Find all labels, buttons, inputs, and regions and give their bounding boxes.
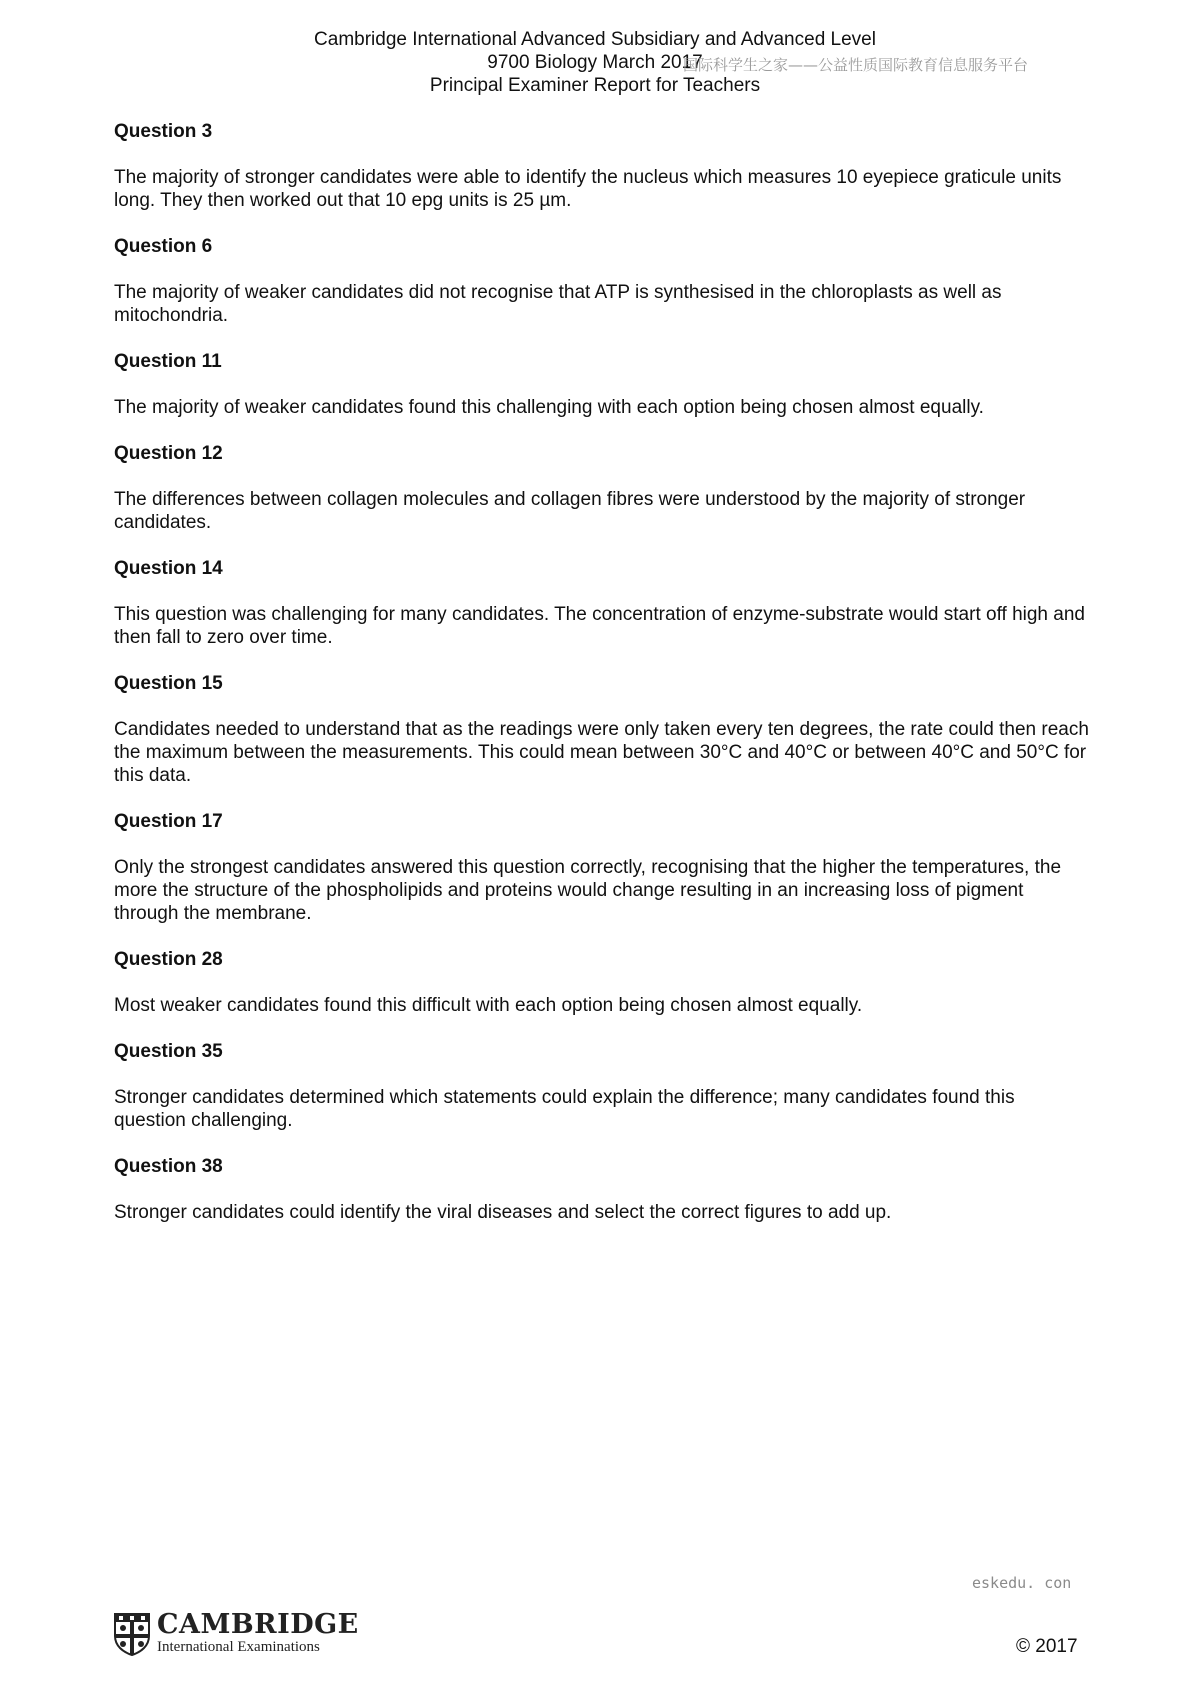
question-3: [114, 120, 1089, 212]
question-title: Question 35: [114, 1041, 223, 1062]
site-watermark: eskedu. con: [972, 1574, 1072, 1592]
header-line-2: 9700 Biology March 2017: [487, 52, 703, 73]
question-title: Question 15: [114, 673, 223, 694]
question-text: The majority of weaker candidates found this challenging with each option being chosen almost equally.: [114, 397, 984, 418]
header-line-3: Principal Examiner Report for Teachers: [429, 75, 761, 96]
question-12: [114, 442, 1089, 534]
question-title: Question 6: [114, 236, 213, 257]
question-text: The majority of stronger candidates were able to identify the nucleus which measures 10 eyepiece graticule units long. They then worked out that 10 epg units is 25 µm.: [114, 167, 1062, 211]
question-title: Question 3: [114, 121, 213, 142]
cambridge-logo: [113, 1611, 359, 1656]
question-title: Question 38: [114, 1156, 223, 1177]
question-text: Most weaker candidates found this difficult with each option being chosen almost equally.: [114, 995, 863, 1016]
question-text: Stronger candidates determined which statements could explain the difference; many candidates found this question challenging.: [114, 1087, 1015, 1131]
logo-subtitle: International Examinations: [157, 1639, 320, 1655]
question-title: Question 17: [114, 811, 223, 832]
copyright: © 2017: [1016, 1636, 1078, 1657]
question-text: Candidates needed to understand that as the readings were only taken every ten degrees, the rate could then reach the maximum between the measurements. This could mean between 30°C and 40°C or between 40°C and 50°C for this data.: [114, 719, 1089, 786]
question-text: The differences between collagen molecules and collagen fibres were understood by the majority of stronger candidates.: [114, 489, 1026, 533]
report-content: [114, 120, 1089, 1247]
question-15: [114, 672, 1089, 787]
shield-crest-icon: [113, 1612, 151, 1656]
question-title: Question 11: [114, 351, 222, 372]
question-title: Question 28: [114, 949, 223, 970]
question-title: Question 12: [114, 443, 223, 464]
header-line-1: Cambridge International Advanced Subsidiary and Advanced Level: [314, 29, 876, 50]
question-35: [114, 1040, 1089, 1132]
question-17: [114, 810, 1089, 925]
question-14: [114, 557, 1089, 649]
question-text: The majority of weaker candidates did not recognise that ATP is synthesised in the chloroplasts as well as mitochondria.: [114, 282, 1002, 326]
logo-name: CAMBRIDGE: [157, 1609, 359, 1640]
question-6: [114, 235, 1089, 327]
question-38: [114, 1155, 1089, 1224]
question-28: [114, 948, 1089, 1017]
question-text: This question was challenging for many candidates. The concentration of enzyme-substrate would start off high and then fall to zero over time.: [114, 604, 1085, 648]
question-11: [114, 350, 1089, 419]
question-text: Only the strongest candidates answered this question correctly, recognising that the higher the temperatures, the more the structure of the phospholipids and proteins would change resulting in an increasing loss of pigment through the membrane.: [114, 857, 1062, 924]
watermark-text: 国际科学生之家——公益性质国际教育信息服务平台: [683, 56, 1029, 74]
question-title: Question 14: [114, 558, 223, 579]
question-text: Stronger candidates could identify the viral diseases and select the correct figures to add up.: [114, 1202, 892, 1223]
